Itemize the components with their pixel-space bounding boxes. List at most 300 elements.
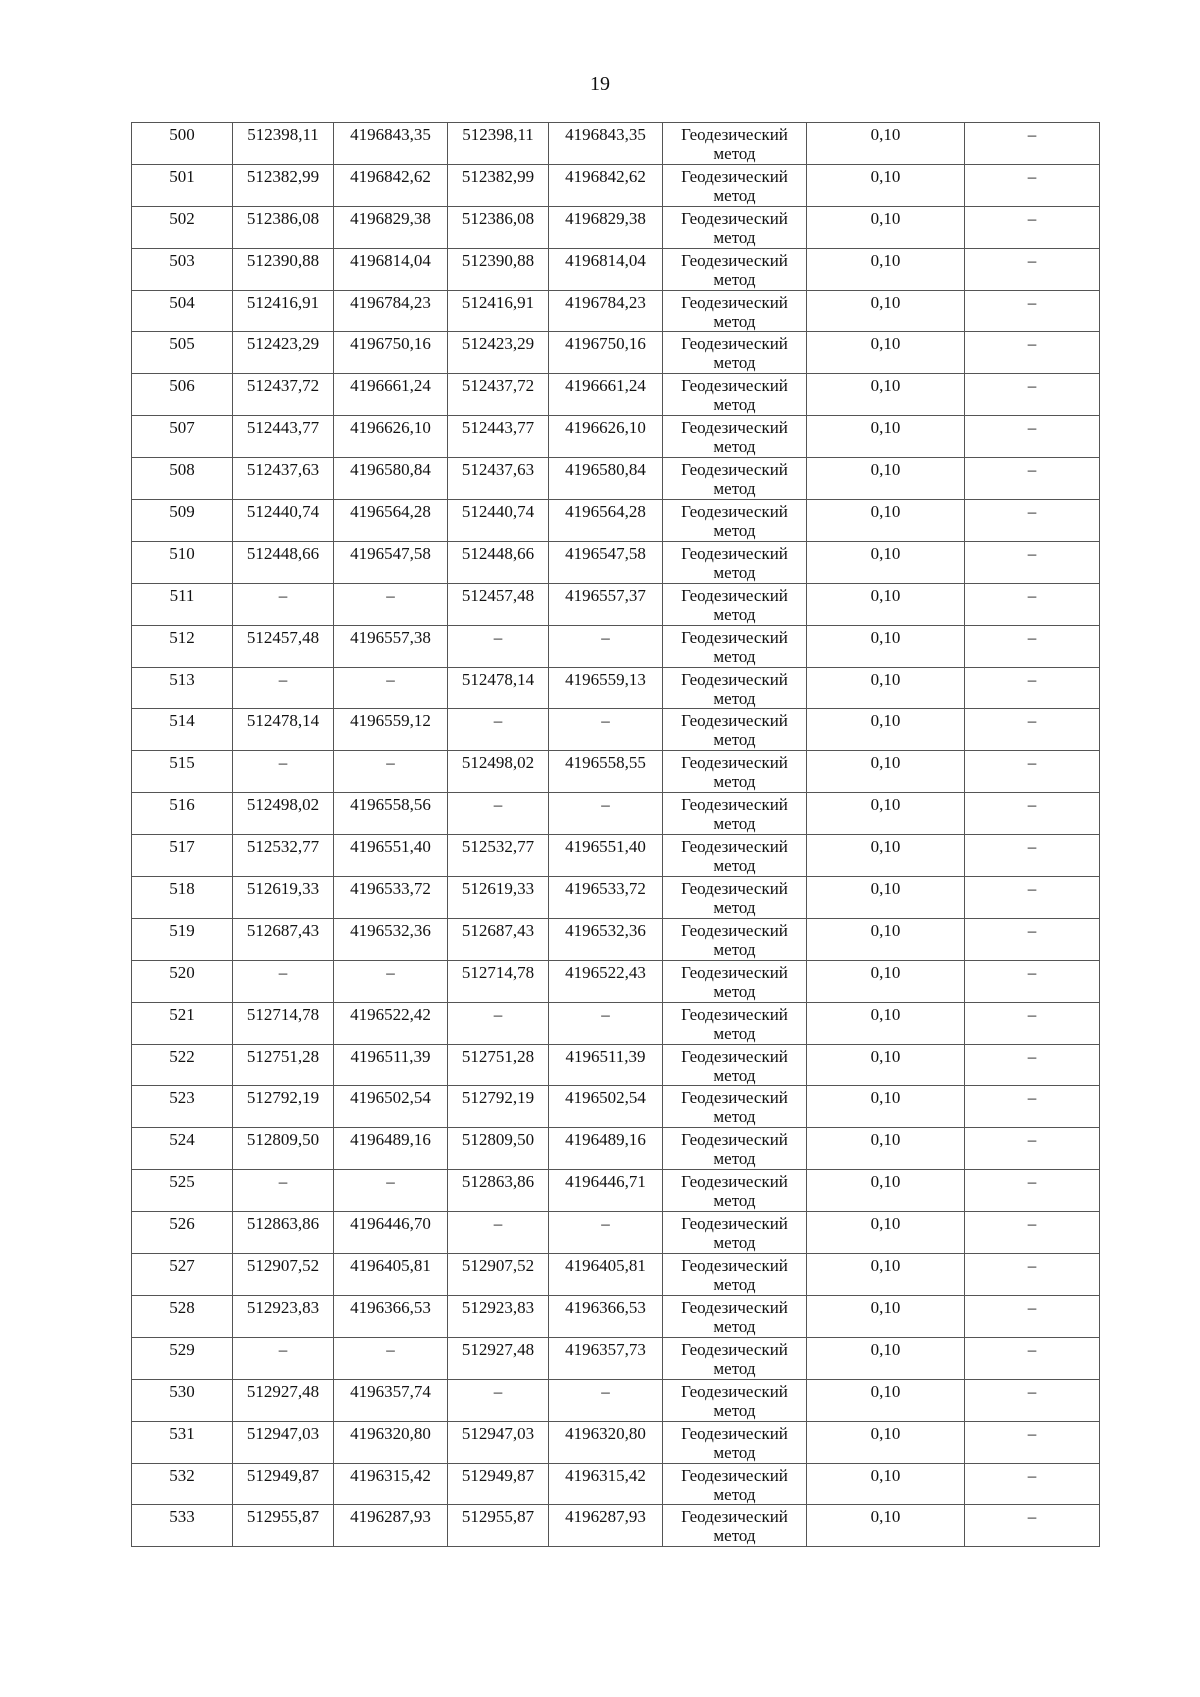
existing-y-cell: 4196489,16 [334,1128,448,1170]
point-number-cell: 505 [132,332,233,374]
description-cell: – [965,960,1100,1002]
description-cell: – [965,877,1100,919]
method-cell: Геодезический метод [663,1128,807,1170]
refined-x-cell: 512619,33 [448,877,549,919]
refined-x-cell: 512423,29 [448,332,549,374]
table-row [132,332,1100,374]
table-body [132,123,1100,1547]
refined-y-cell: 4196843,35 [549,123,663,165]
method-cell: Геодезический метод [663,877,807,919]
description-cell: – [965,1086,1100,1128]
existing-x-cell: 512398,11 [233,123,334,165]
point-number-cell: 501 [132,164,233,206]
existing-x-cell: 512923,83 [233,1295,334,1337]
existing-x-cell: – [233,667,334,709]
point-number-cell: 507 [132,416,233,458]
refined-y-cell: 4196559,13 [549,667,663,709]
existing-x-cell: 512448,66 [233,541,334,583]
method-cell: Геодезический метод [663,290,807,332]
accuracy-cell: 0,10 [807,1463,965,1505]
description-cell: – [965,458,1100,500]
method-cell: Геодезический метод [663,500,807,542]
existing-y-cell: 4196661,24 [334,374,448,416]
method-cell: Геодезический метод [663,541,807,583]
refined-x-cell: 512751,28 [448,1044,549,1086]
refined-x-cell: 512386,08 [448,206,549,248]
refined-x-cell: 512809,50 [448,1128,549,1170]
method-cell: Геодезический метод [663,1044,807,1086]
refined-x-cell: 512478,14 [448,667,549,709]
existing-y-cell: 4196287,93 [334,1505,448,1547]
point-number-cell: 508 [132,458,233,500]
method-cell: Геодезический метод [663,583,807,625]
existing-y-cell: 4196784,23 [334,290,448,332]
refined-y-cell: 4196366,53 [549,1295,663,1337]
table-row [132,1044,1100,1086]
refined-x-cell: 512416,91 [448,290,549,332]
existing-y-cell: – [334,1337,448,1379]
existing-x-cell: 512416,91 [233,290,334,332]
description-cell: – [965,123,1100,165]
table-row [132,877,1100,919]
accuracy-cell: 0,10 [807,500,965,542]
existing-x-cell: 512949,87 [233,1463,334,1505]
description-cell: – [965,1170,1100,1212]
method-cell: Геодезический метод [663,835,807,877]
point-number-cell: 509 [132,500,233,542]
refined-y-cell: – [549,1212,663,1254]
refined-x-cell: 512498,02 [448,751,549,793]
accuracy-cell: 0,10 [807,541,965,583]
refined-y-cell: 4196557,37 [549,583,663,625]
point-number-cell: 523 [132,1086,233,1128]
refined-y-cell: 4196558,55 [549,751,663,793]
method-cell: Геодезический метод [663,458,807,500]
point-number-cell: 526 [132,1212,233,1254]
refined-y-cell: 4196829,38 [549,206,663,248]
accuracy-cell: 0,10 [807,625,965,667]
accuracy-cell: 0,10 [807,206,965,248]
existing-x-cell: 512947,03 [233,1421,334,1463]
refined-x-cell: 512687,43 [448,918,549,960]
refined-x-cell: 512923,83 [448,1295,549,1337]
refined-x-cell: 512927,48 [448,1337,549,1379]
existing-x-cell: 512809,50 [233,1128,334,1170]
point-number-cell: 533 [132,1505,233,1547]
table-row [132,667,1100,709]
refined-y-cell: 4196315,42 [549,1463,663,1505]
method-cell: Геодезический метод [663,1337,807,1379]
refined-y-cell: – [549,793,663,835]
description-cell: – [965,918,1100,960]
table-row [132,793,1100,835]
existing-y-cell: – [334,667,448,709]
point-number-cell: 512 [132,625,233,667]
refined-x-cell: 512382,99 [448,164,549,206]
point-number-cell: 529 [132,1337,233,1379]
refined-y-cell: 4196551,40 [549,835,663,877]
method-cell: Геодезический метод [663,374,807,416]
method-cell: Геодезический метод [663,751,807,793]
existing-y-cell: 4196511,39 [334,1044,448,1086]
table-row [132,583,1100,625]
point-number-cell: 511 [132,583,233,625]
table-row [132,1002,1100,1044]
description-cell: – [965,835,1100,877]
table-row [132,1421,1100,1463]
method-cell: Геодезический метод [663,960,807,1002]
table-row [132,500,1100,542]
refined-x-cell: 512390,88 [448,248,549,290]
existing-x-cell: 512792,19 [233,1086,334,1128]
table-row [132,1295,1100,1337]
point-number-cell: 515 [132,751,233,793]
method-cell: Геодезический метод [663,1295,807,1337]
description-cell: – [965,1044,1100,1086]
existing-x-cell: 512714,78 [233,1002,334,1044]
table-row [132,1463,1100,1505]
table-row [132,1337,1100,1379]
existing-x-cell: 512532,77 [233,835,334,877]
description-cell: – [965,709,1100,751]
point-number-cell: 522 [132,1044,233,1086]
accuracy-cell: 0,10 [807,290,965,332]
existing-y-cell: 4196320,80 [334,1421,448,1463]
accuracy-cell: 0,10 [807,164,965,206]
table-row [132,1086,1100,1128]
table-row [132,206,1100,248]
existing-x-cell: 512443,77 [233,416,334,458]
description-cell: – [965,1002,1100,1044]
existing-y-cell: 4196357,74 [334,1379,448,1421]
description-cell: – [965,1379,1100,1421]
description-cell: – [965,1254,1100,1296]
refined-y-cell: 4196814,04 [549,248,663,290]
description-cell: – [965,248,1100,290]
existing-x-cell: – [233,1170,334,1212]
point-number-cell: 519 [132,918,233,960]
existing-x-cell: – [233,960,334,1002]
point-number-cell: 500 [132,123,233,165]
existing-y-cell: 4196750,16 [334,332,448,374]
refined-y-cell: – [549,1002,663,1044]
table-row [132,416,1100,458]
existing-x-cell: 512457,48 [233,625,334,667]
point-number-cell: 527 [132,1254,233,1296]
existing-y-cell: 4196366,53 [334,1295,448,1337]
refined-y-cell: 4196502,54 [549,1086,663,1128]
description-cell: – [965,500,1100,542]
point-number-cell: 513 [132,667,233,709]
table-row [132,918,1100,960]
point-number-cell: 506 [132,374,233,416]
refined-y-cell: 4196405,81 [549,1254,663,1296]
refined-y-cell: 4196532,36 [549,918,663,960]
table-row [132,1170,1100,1212]
description-cell: – [965,667,1100,709]
accuracy-cell: 0,10 [807,1128,965,1170]
refined-x-cell: 512792,19 [448,1086,549,1128]
point-number-cell: 516 [132,793,233,835]
refined-y-cell: – [549,1379,663,1421]
existing-x-cell: 512478,14 [233,709,334,751]
table-row [132,374,1100,416]
refined-y-cell: 4196661,24 [549,374,663,416]
existing-y-cell: 4196559,12 [334,709,448,751]
description-cell: – [965,416,1100,458]
description-cell: – [965,583,1100,625]
existing-y-cell: 4196551,40 [334,835,448,877]
refined-x-cell: 512440,74 [448,500,549,542]
existing-y-cell: 4196626,10 [334,416,448,458]
description-cell: – [965,1421,1100,1463]
existing-y-cell: 4196533,72 [334,877,448,919]
existing-y-cell: 4196558,56 [334,793,448,835]
point-number-cell: 504 [132,290,233,332]
refined-y-cell: 4196287,93 [549,1505,663,1547]
refined-y-cell: 4196547,58 [549,541,663,583]
existing-x-cell: – [233,751,334,793]
point-number-cell: 530 [132,1379,233,1421]
refined-x-cell: 512947,03 [448,1421,549,1463]
existing-y-cell: 4196502,54 [334,1086,448,1128]
table-row [132,1212,1100,1254]
existing-y-cell: – [334,751,448,793]
page-number: 19 [590,73,610,95]
point-number-cell: 521 [132,1002,233,1044]
method-cell: Геодезический метод [663,1002,807,1044]
accuracy-cell: 0,10 [807,877,965,919]
existing-y-cell: 4196532,36 [334,918,448,960]
refined-x-cell: 512949,87 [448,1463,549,1505]
description-cell: – [965,751,1100,793]
point-number-cell: 525 [132,1170,233,1212]
description-cell: – [965,625,1100,667]
refined-y-cell: 4196489,16 [549,1128,663,1170]
accuracy-cell: 0,10 [807,1505,965,1547]
refined-x-cell: – [448,793,549,835]
table-row [132,1379,1100,1421]
existing-y-cell: – [334,960,448,1002]
accuracy-cell: 0,10 [807,1212,965,1254]
existing-x-cell: 512390,88 [233,248,334,290]
existing-y-cell: 4196814,04 [334,248,448,290]
accuracy-cell: 0,10 [807,1379,965,1421]
refined-y-cell: 4196533,72 [549,877,663,919]
point-number-cell: 531 [132,1421,233,1463]
refined-y-cell: 4196750,16 [549,332,663,374]
existing-y-cell: – [334,583,448,625]
method-cell: Геодезический метод [663,1254,807,1296]
refined-y-cell: 4196511,39 [549,1044,663,1086]
accuracy-cell: 0,10 [807,793,965,835]
method-cell: Геодезический метод [663,1421,807,1463]
description-cell: – [965,290,1100,332]
existing-y-cell: 4196829,38 [334,206,448,248]
table-row [132,625,1100,667]
existing-x-cell: 512437,63 [233,458,334,500]
accuracy-cell: 0,10 [807,835,965,877]
method-cell: Геодезический метод [663,332,807,374]
existing-x-cell: 512687,43 [233,918,334,960]
refined-y-cell: 4196522,43 [549,960,663,1002]
description-cell: – [965,164,1100,206]
method-cell: Геодезический метод [663,1212,807,1254]
description-cell: – [965,793,1100,835]
table-row [132,835,1100,877]
point-number-cell: 517 [132,835,233,877]
description-cell: – [965,1337,1100,1379]
existing-x-cell: 512386,08 [233,206,334,248]
refined-y-cell: 4196357,73 [549,1337,663,1379]
accuracy-cell: 0,10 [807,709,965,751]
description-cell: – [965,374,1100,416]
accuracy-cell: 0,10 [807,1254,965,1296]
point-number-cell: 524 [132,1128,233,1170]
method-cell: Геодезический метод [663,1463,807,1505]
method-cell: Геодезический метод [663,248,807,290]
existing-y-cell: – [334,1170,448,1212]
existing-x-cell: 512927,48 [233,1379,334,1421]
refined-y-cell: 4196580,84 [549,458,663,500]
point-number-cell: 532 [132,1463,233,1505]
point-number-cell: 503 [132,248,233,290]
existing-x-cell: 512751,28 [233,1044,334,1086]
description-cell: – [965,206,1100,248]
existing-y-cell: 4196842,62 [334,164,448,206]
refined-y-cell: 4196564,28 [549,500,663,542]
method-cell: Геодезический метод [663,164,807,206]
accuracy-cell: 0,10 [807,960,965,1002]
existing-x-cell: 512437,72 [233,374,334,416]
accuracy-cell: 0,10 [807,1295,965,1337]
method-cell: Геодезический метод [663,123,807,165]
description-cell: – [965,1295,1100,1337]
existing-y-cell: 4196547,58 [334,541,448,583]
refined-y-cell: 4196320,80 [549,1421,663,1463]
refined-x-cell: – [448,1212,549,1254]
point-number-cell: 510 [132,541,233,583]
table-row [132,1254,1100,1296]
description-cell: – [965,1128,1100,1170]
description-cell: – [965,1505,1100,1547]
existing-x-cell: – [233,583,334,625]
refined-x-cell: 512955,87 [448,1505,549,1547]
table-row [132,1505,1100,1547]
accuracy-cell: 0,10 [807,332,965,374]
refined-x-cell: 512398,11 [448,123,549,165]
refined-y-cell: 4196842,62 [549,164,663,206]
accuracy-cell: 0,10 [807,1086,965,1128]
method-cell: Геодезический метод [663,625,807,667]
table-row [132,290,1100,332]
existing-x-cell: – [233,1337,334,1379]
accuracy-cell: 0,10 [807,1044,965,1086]
description-cell: – [965,332,1100,374]
refined-x-cell: – [448,625,549,667]
refined-x-cell: 512443,77 [448,416,549,458]
existing-x-cell: 512863,86 [233,1212,334,1254]
accuracy-cell: 0,10 [807,918,965,960]
existing-y-cell: 4196564,28 [334,500,448,542]
accuracy-cell: 0,10 [807,248,965,290]
accuracy-cell: 0,10 [807,123,965,165]
existing-y-cell: 4196522,42 [334,1002,448,1044]
existing-x-cell: 512440,74 [233,500,334,542]
method-cell: Геодезический метод [663,793,807,835]
accuracy-cell: 0,10 [807,1002,965,1044]
existing-x-cell: 512498,02 [233,793,334,835]
existing-x-cell: 512619,33 [233,877,334,919]
accuracy-cell: 0,10 [807,667,965,709]
accuracy-cell: 0,10 [807,583,965,625]
refined-x-cell: 512437,72 [448,374,549,416]
method-cell: Геодезический метод [663,1170,807,1212]
point-number-cell: 514 [132,709,233,751]
refined-x-cell: – [448,1379,549,1421]
table-row [132,1128,1100,1170]
point-number-cell: 502 [132,206,233,248]
existing-y-cell: 4196315,42 [334,1463,448,1505]
existing-y-cell: 4196557,38 [334,625,448,667]
point-number-cell: 520 [132,960,233,1002]
accuracy-cell: 0,10 [807,458,965,500]
refined-x-cell: 512437,63 [448,458,549,500]
refined-x-cell: 512448,66 [448,541,549,583]
table-row [132,123,1100,165]
table-row [132,960,1100,1002]
method-cell: Геодезический метод [663,206,807,248]
existing-x-cell: 512907,52 [233,1254,334,1296]
existing-x-cell: 512382,99 [233,164,334,206]
method-cell: Геодезический метод [663,1379,807,1421]
accuracy-cell: 0,10 [807,751,965,793]
description-cell: – [965,541,1100,583]
existing-y-cell: 4196843,35 [334,123,448,165]
refined-x-cell: 512714,78 [448,960,549,1002]
coordinates-table [131,122,1100,1547]
accuracy-cell: 0,10 [807,416,965,458]
accuracy-cell: 0,10 [807,374,965,416]
table-row [132,709,1100,751]
refined-x-cell: – [448,709,549,751]
existing-x-cell: 512955,87 [233,1505,334,1547]
table-row [132,751,1100,793]
method-cell: Геодезический метод [663,918,807,960]
accuracy-cell: 0,10 [807,1421,965,1463]
existing-y-cell: 4196446,70 [334,1212,448,1254]
table-row [132,541,1100,583]
method-cell: Геодезический метод [663,1086,807,1128]
refined-y-cell: 4196626,10 [549,416,663,458]
refined-y-cell: 4196784,23 [549,290,663,332]
refined-y-cell: – [549,709,663,751]
description-cell: – [965,1212,1100,1254]
method-cell: Геодезический метод [663,1505,807,1547]
refined-x-cell: 512457,48 [448,583,549,625]
existing-y-cell: 4196580,84 [334,458,448,500]
point-number-cell: 528 [132,1295,233,1337]
refined-y-cell: – [549,625,663,667]
table-row [132,164,1100,206]
method-cell: Геодезический метод [663,416,807,458]
method-cell: Геодезический метод [663,667,807,709]
refined-y-cell: 4196446,71 [549,1170,663,1212]
refined-x-cell: 512532,77 [448,835,549,877]
accuracy-cell: 0,10 [807,1337,965,1379]
refined-x-cell: 512907,52 [448,1254,549,1296]
table-row [132,458,1100,500]
